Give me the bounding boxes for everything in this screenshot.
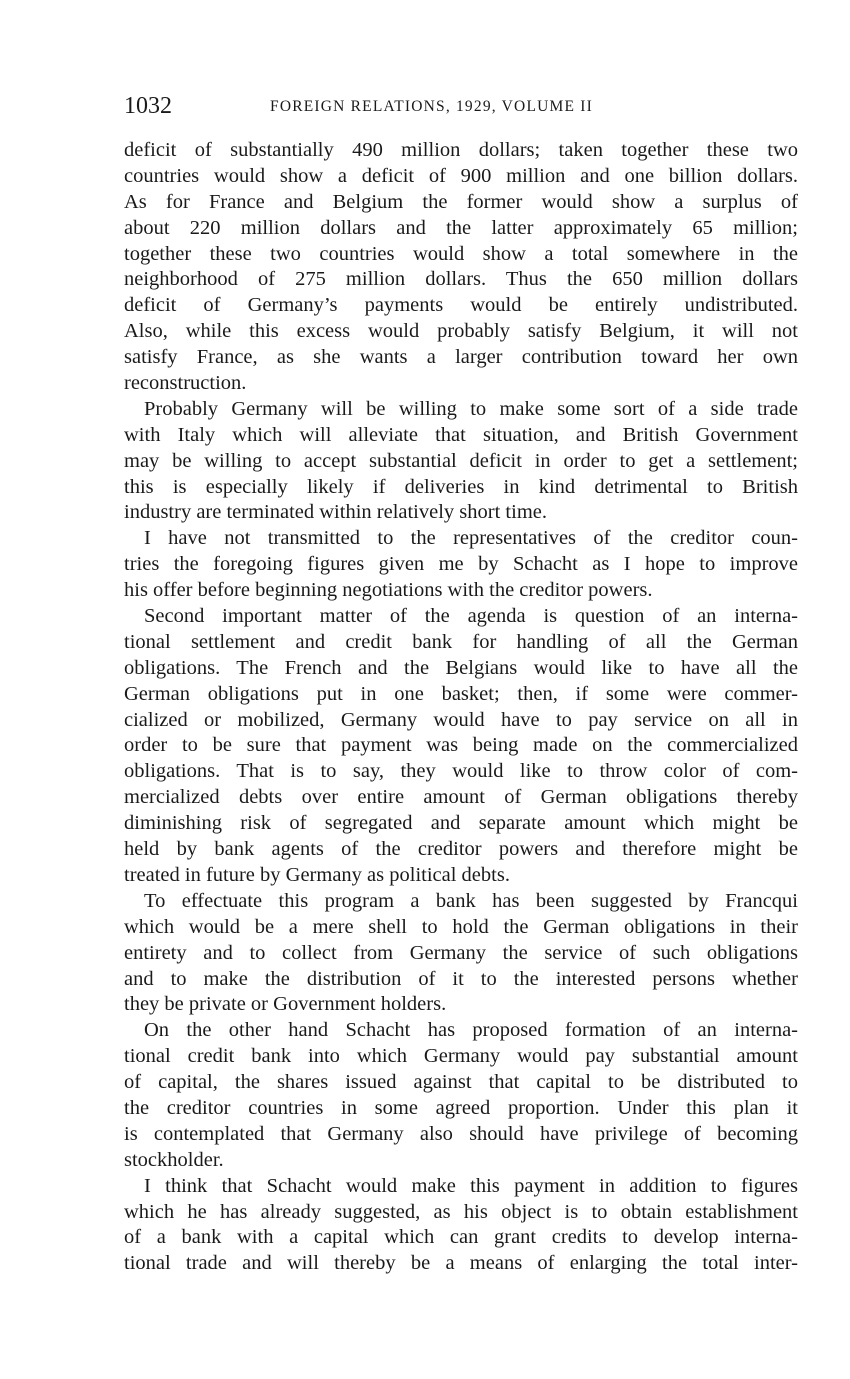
text-line: his offer before beginning negotiations with the creditor powers. bbox=[124, 579, 653, 602]
body-text bbox=[124, 138, 798, 1277]
text-line: the creditor countries in some agreed proportion. Under this plan it bbox=[124, 1096, 798, 1119]
text-line: obligations. The French and the Belgians would like to have all the bbox=[124, 656, 798, 679]
text-line: and to make the distribution of it to the interested persons whether bbox=[124, 967, 798, 990]
text-line: they be private or Government holders. bbox=[124, 993, 447, 1016]
page-number: 1032 bbox=[124, 93, 172, 119]
text-line: deficit of Germany’s payments would be entirely undistributed. bbox=[124, 294, 798, 317]
paragraph bbox=[124, 397, 798, 526]
text-line: treated in future by Germany as political debts. bbox=[124, 863, 510, 886]
text-line: mercialized debts over entire amount of German obligations thereby bbox=[124, 786, 798, 809]
text-line: this is especially likely if deliveries in kind detrimental to British bbox=[124, 475, 798, 498]
text-line: order to be sure that payment was being made on the commercialized bbox=[124, 734, 798, 757]
text-line: As for France and Belgium the former would show a surplus of bbox=[124, 190, 798, 213]
text-line: neighborhood of 275 million dollars. Thus the 650 million dollars bbox=[124, 268, 798, 291]
text-line: Second important matter of the agenda is question of an interna- bbox=[144, 605, 798, 628]
text-line: obligations. That is to say, they would like to throw color of com- bbox=[124, 760, 798, 783]
paragraph bbox=[124, 889, 798, 1018]
text-line: diminishing risk of segregated and separate amount which might be bbox=[124, 812, 798, 835]
text-line: deficit of substantially 490 million dollars; taken together these two bbox=[124, 139, 798, 161]
text-line: Also, while this excess would probably satisfy Belgium, it will not bbox=[124, 320, 798, 343]
text-line: together these two countries would show a total somewhere in the bbox=[124, 242, 798, 265]
text-line: tional trade and will thereby be a means of enlarging the total inter- bbox=[124, 1252, 798, 1275]
text-line: about 220 million dollars and the latter approximately 65 million; bbox=[124, 216, 798, 239]
text-line: countries would show a deficit of 900 million and one billion dollars. bbox=[124, 164, 798, 187]
text-line: with Italy which will alleviate that situation, and British Government bbox=[124, 423, 798, 446]
text-line: On the other hand Schacht has proposed formation of an interna- bbox=[144, 1019, 798, 1042]
text-line: To effectuate this program a bank has been suggested by Francqui bbox=[144, 889, 798, 912]
text-line: held by bank agents of the creditor powers and therefore might be bbox=[124, 838, 798, 861]
text-line: stockholder. bbox=[124, 1148, 224, 1171]
text-line: cialized or mobilized, Germany would have to pay service on all in bbox=[124, 708, 798, 731]
text-line: may be willing to accept substantial deficit in order to get a settlement; bbox=[124, 449, 798, 472]
text-line: which he has already suggested, as his object is to obtain establishment bbox=[124, 1200, 798, 1223]
page-header bbox=[124, 92, 804, 122]
text-line: tional settlement and credit bank for handling of all the German bbox=[124, 630, 798, 653]
text-line: of a bank with a capital which can grant credits to develop interna- bbox=[124, 1226, 798, 1249]
text-line: satisfy France, as she wants a larger contribution toward her own bbox=[124, 346, 798, 369]
text-line: which would be a mere shell to hold the German obligations in their bbox=[124, 915, 798, 938]
running-title: FOREIGN RELATIONS, 1929, VOLUME II bbox=[270, 98, 593, 115]
text-line: industry are terminated within relatively short time. bbox=[124, 501, 547, 524]
text-line: is contemplated that Germany also should have privilege of becoming bbox=[124, 1122, 798, 1145]
text-line: of capital, the shares issued against that capital to be distributed to bbox=[124, 1071, 798, 1094]
text-line: I have not transmitted to the representatives of the creditor coun- bbox=[144, 527, 798, 550]
paragraph bbox=[124, 1018, 798, 1173]
paragraph bbox=[124, 1174, 798, 1278]
text-line: Probably Germany will be willing to make some sort of a side trade bbox=[144, 397, 798, 420]
text-line: German obligations put in one basket; then, if some were commer- bbox=[124, 682, 798, 705]
paragraph bbox=[124, 526, 798, 604]
paragraph bbox=[124, 138, 798, 397]
text-line: entirety and to collect from Germany the service of such obligations bbox=[124, 941, 798, 964]
text-line: tries the foregoing figures given me by Schacht as I hope to improve bbox=[124, 553, 798, 576]
text-line: reconstruction. bbox=[124, 372, 247, 395]
text-line: tional credit bank into which Germany would pay substantial amount bbox=[124, 1045, 798, 1068]
text-line: I think that Schacht would make this payment in addition to figures bbox=[144, 1174, 798, 1197]
paragraph bbox=[124, 604, 798, 889]
